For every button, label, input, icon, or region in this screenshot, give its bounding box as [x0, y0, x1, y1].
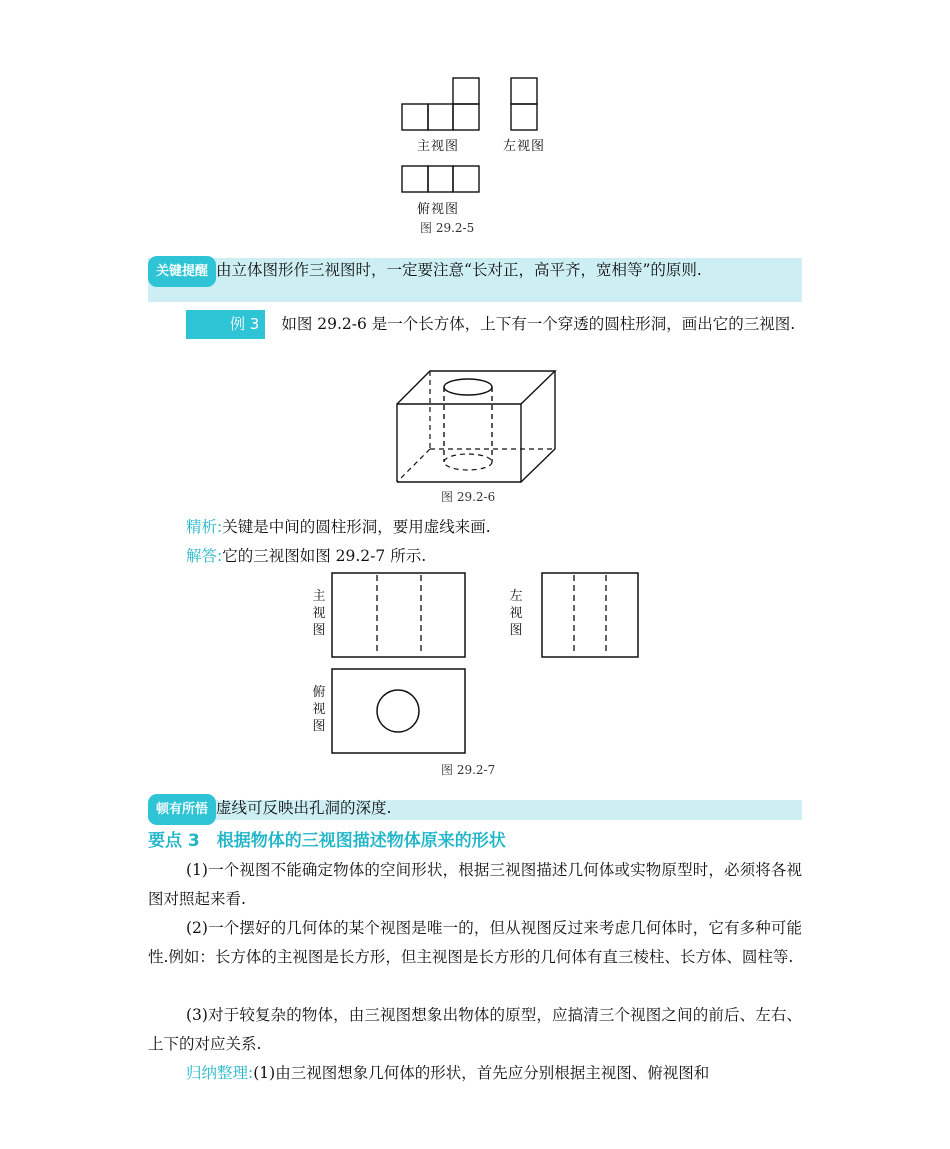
paragraph-3: (3)对于较复杂的物体，由三视图想象出物体的原型，应搞清三个视图之间的前后、左右、上下的对应关系.	[148, 1006, 802, 1053]
insight	[148, 794, 802, 825]
top-view-label: 俯 视 图	[312, 685, 326, 734]
answer-text: 它的三视图如图 29.2-7 所示.	[222, 547, 427, 565]
summary-label: 归纳整理:	[186, 1064, 254, 1082]
paragraph-2: (2)一个摆好的几何体的某个视图是唯一的，但从视图反过来考虑几何体时，它有多种可能性.例如：长方体的主视图是长方形，但主视图是长方形的几何体有直三棱柱、长方体、圆柱等.	[148, 919, 802, 966]
summary-text: (1)由三视图想象几何体的形状，首先应分别根据主视图、俯视图和	[253, 1064, 710, 1082]
insight-tag: 顿有所悟	[148, 794, 216, 825]
section-heading: 要点 3 根据物体的三视图描述物体原来的形状	[148, 831, 506, 851]
front-view-label: 主视图	[417, 139, 460, 154]
front-view-label: 主 视 图	[312, 589, 326, 638]
answer-label: 解答:	[186, 547, 223, 565]
top-view-label: 俯视图	[417, 202, 460, 217]
key-reminder-text: 由立体图形作三视图时，一定要注意“长对正，高平齐，宽相等”的原则.	[216, 261, 702, 279]
figure-caption: 图 29.2-7	[441, 763, 496, 777]
analysis-label: 精析:	[186, 518, 223, 536]
analysis-text: 关键是中间的圆柱形洞，要用虚线来画.	[222, 518, 491, 536]
figure-caption: 图 29.2-5	[420, 221, 475, 235]
paragraph-1: (1)一个视图不能确定物体的空间形状，根据三视图描述几何体或实物原型时，必须将各视图对照起来看.	[148, 861, 802, 908]
figure-caption: 图 29.2-6	[441, 490, 496, 504]
left-view-label: 左 视 图	[509, 589, 523, 638]
example-3-text: 如图 29.2-6 是一个长方体，上下有一个穿透的圆柱形洞，画出它的三视图.	[281, 315, 796, 333]
example-3-tag: 例 3	[186, 310, 265, 339]
insight-text: 虚线可反映出孔洞的深度.	[216, 799, 392, 817]
left-view-label: 左视图	[503, 139, 546, 154]
summary	[148, 1059, 802, 1088]
key-reminder-tag: 关键提醒	[148, 256, 216, 287]
